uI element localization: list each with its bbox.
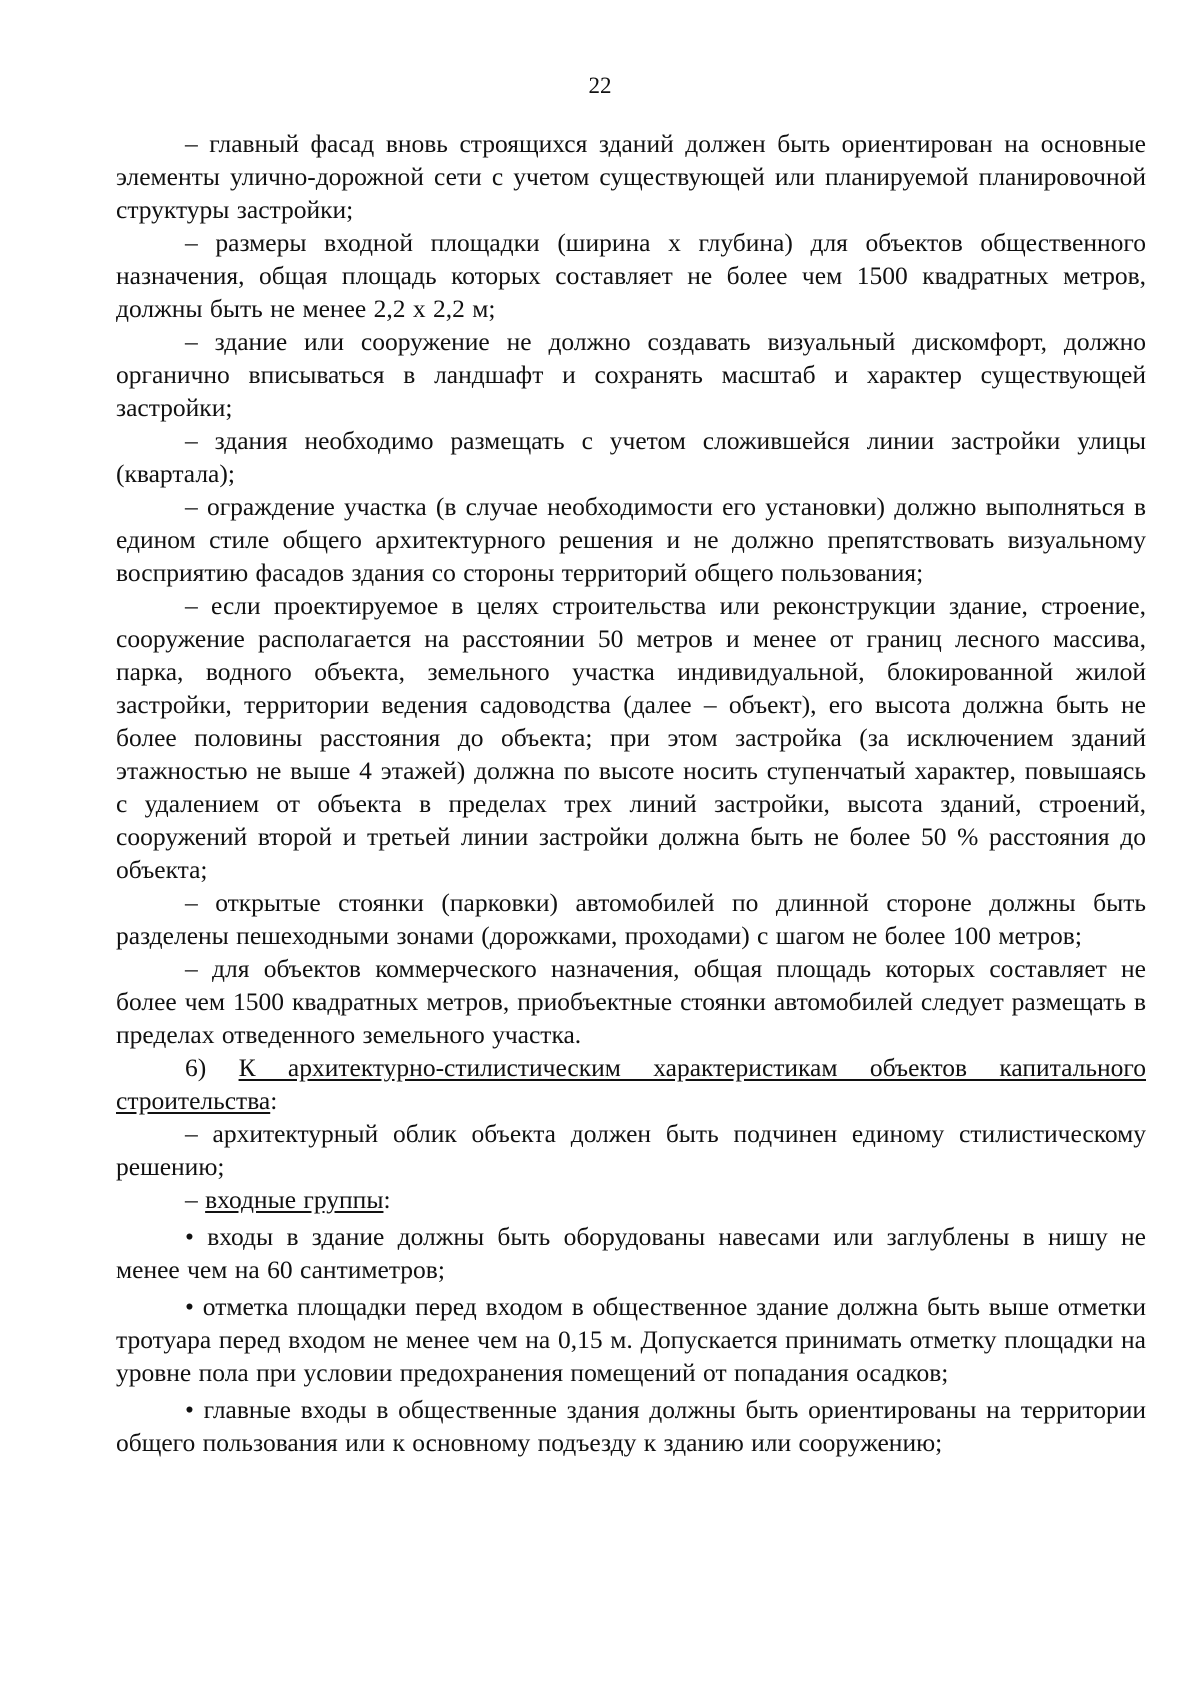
subheading-entrance-groups [116,1183,1146,1216]
section-heading-architectural-style [116,1051,1146,1117]
paragraph-building-line: – здания необходимо размещать с учетом сложившейся линии застройки улицы (квартала); [116,426,1146,488]
subheading-title: входные группы [205,1185,384,1214]
subheading-colon: : [383,1185,391,1214]
paragraph-main-facade: – главный фасад вновь строящихся зданий должен быть ориентирован на основные элементы улично-дорожной сети с учетом существующей или планируемой планировочной структуры застройки; [116,129,1146,224]
section-number: 6) [185,1053,239,1082]
paragraph-fencing: – ограждение участка (в случае необходимости его установки) должно выполняться в едином стиле общего архитектурного решения и не должно препятствовать визуальному восприятию фасадов здания со стороны территорий общего пользования; [116,492,1146,587]
paragraph-parking-zones: – открытые стоянки (парковки) автомобилей по длинной стороне должны быть разделены пешеходными зонами (дорожками, проходами) с шагом не более 100 метров; [116,888,1146,950]
bullet-main-entrances: • главные входы в общественные здания должны быть ориентированы на территории общего пользования или к основному подъезду к зданию или сооружению; [116,1395,1146,1457]
paragraph-commercial-parking: – для объектов коммерческого назначения, общая площадь которых составляет не более чем 1500 квадратных метров, приобъектные стоянки автомобилей следует размещать в пределах отведенного земельного участка. [116,954,1146,1049]
bullet-entrance-elevation: • отметка площадки перед входом в общественное здание должна быть выше отметки тротуара перед входом не менее чем на 0,15 м. Допускается принимать отметку площадки на уровне пола при условии предохранения помещений от попадания осадков; [116,1292,1146,1387]
paragraph-architectural-appearance: – архитектурный облик объекта должен быть подчинен единому стилистическому решению; [116,1119,1146,1181]
paragraph-visual-discomfort: – здание или сооружение не должно создавать визуальный дискомфорт, должно органично вписываться в ландшафт и сохранять масштаб и характер существующей застройки; [116,327,1146,422]
bullet-entrance-canopies: • входы в здание должны быть оборудованы навесами или заглублены в нишу не менее чем на 60 сантиметров; [116,1222,1146,1284]
page-number: 22 [588,73,612,98]
paragraph-height-limits: – если проектируемое в целях строительства или реконструкции здание, строение, сооружение располагается на расстоянии 50 метров и менее от границ лесного массива, парка, водного объекта, земельного участка индивидуальной, блокированной жилой застройки, территории ведения садоводства (далее – объект), его высота должна быть не более половины расстояния до объекта; при этом застройка (за исключением зданий этажностью не выше 4 этажей) должна по высоте носить ступенчатый характер, повышаясь с удалением от объекта в пределах трех линий застройки, высота зданий, строений, сооружений второй и третьей линии застройки должна быть не более 50 % расстояния до объекта; [116,591,1146,884]
section-colon: : [270,1086,278,1115]
section-title: К архитектурно-стилистическим характеристикам объектов капитального строительства [116,1053,1146,1115]
paragraph-entrance-platform-size: – размеры входной площадки (ширина х глубина) для объектов общественного назначения, общая площадь которых составляет не более чем 1500 квадратных метров, должны быть не менее 2,2 х 2,2 м; [116,228,1146,323]
document-body [116,127,1146,1459]
subheading-dash: – [185,1185,206,1214]
